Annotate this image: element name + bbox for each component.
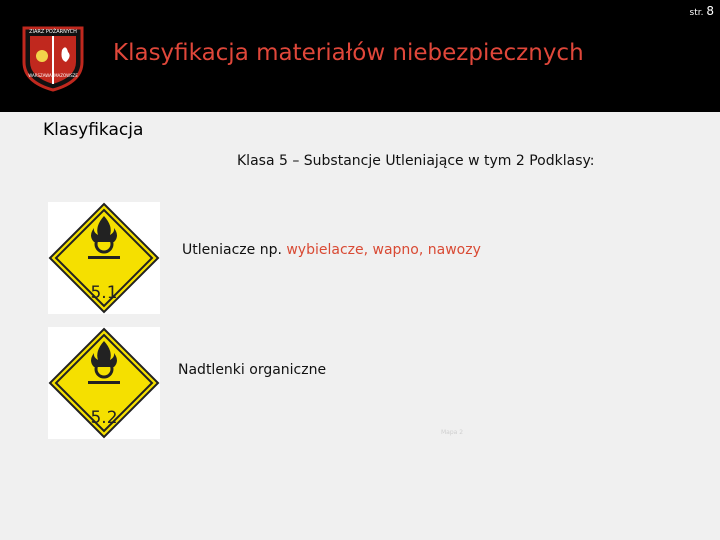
content-area <box>0 112 720 540</box>
subclass-5-2-description <box>178 362 326 378</box>
svg-text:WARSZAWA: WARSZAWA <box>28 73 52 78</box>
page-number-prefix: str. <box>689 8 707 18</box>
hazard-sign-5-2 <box>48 327 160 439</box>
subclass-examples: wybielacze, wapno, nawozy <box>286 242 481 258</box>
svg-text:MAZOWSZE: MAZOWSZE <box>54 73 78 78</box>
fire-brigade-logo <box>18 22 88 92</box>
page-number <box>690 4 714 18</box>
sign-label: 5.1 <box>90 283 118 303</box>
footer-note: Mapa 2 <box>441 429 464 436</box>
oxidizer-flame-over-circle-icon <box>48 327 160 439</box>
oxidizer-flame-over-circle-icon <box>48 202 160 314</box>
hazard-sign-5-1 <box>48 202 160 314</box>
subclass-name: Utleniacze np. <box>182 242 287 258</box>
sign-label: 5.2 <box>90 408 118 428</box>
page-number-value: 8 <box>706 4 714 18</box>
subclass-name: Nadtlenki organiczne <box>178 362 327 378</box>
subclass-5-1-description <box>182 242 481 258</box>
svg-text:ZIARZ POŻARNYCH: ZIARZ POŻARNYCH <box>29 29 77 35</box>
section-heading: Klasyfikacja <box>43 120 144 140</box>
class-description: Klasa 5 – Substancje Utleniające w tym 2 Podklasy: <box>237 153 595 169</box>
slide-title: Klasyfikacja materiałów niebezpiecznych <box>113 40 584 66</box>
